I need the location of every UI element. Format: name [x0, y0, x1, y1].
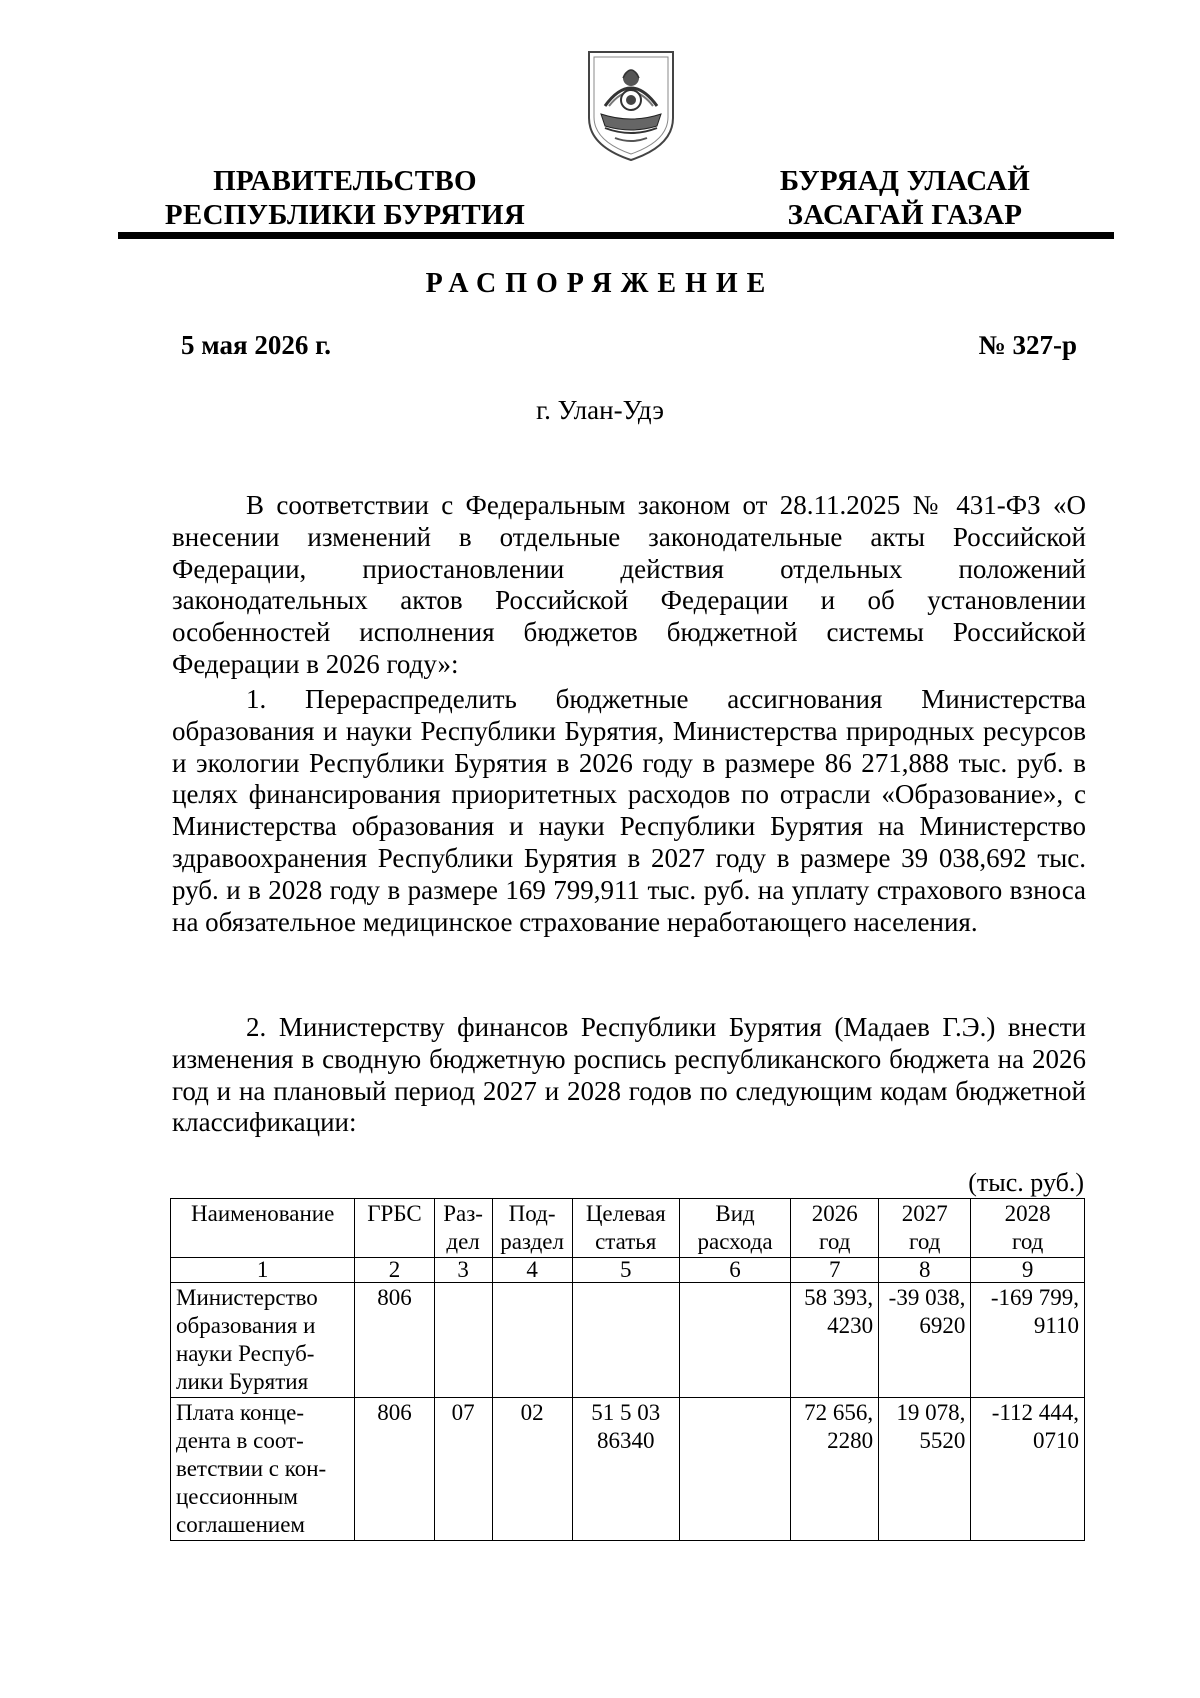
podrazdel-cell: 02 [492, 1398, 572, 1541]
target-article-cell: 51 5 03 86340 [572, 1398, 679, 1541]
document-city: г. Улан-Удэ [536, 395, 664, 425]
header-cell: Раз- дел [434, 1199, 492, 1258]
table-row [171, 1398, 1085, 1541]
expense-type-cell [679, 1398, 790, 1541]
column-number-cell: 1 [171, 1258, 355, 1283]
column-number-cell: 2 [355, 1258, 434, 1283]
column-number-cell: 9 [971, 1258, 1085, 1283]
target-article-cell [572, 1283, 679, 1398]
razdel-cell: 07 [434, 1398, 492, 1541]
coat-of-arms-emblem [583, 48, 679, 164]
header-cell: Вид расхода [679, 1199, 790, 1258]
razdel-cell [434, 1283, 492, 1398]
government-name-line-1: ПРАВИТЕЛЬСТВО [213, 165, 477, 197]
header-cell: 2026 год [791, 1199, 879, 1258]
column-number-cell: 6 [679, 1258, 790, 1283]
year-2027-cell: 19 078, 5520 [879, 1398, 971, 1541]
item-2-paragraph: 2. Министерству финансов Республики Бурятия (Мадаев Г.Э.) внести изменения в сводную бюджетную роспись республиканского бюджета на 2026 год и на плановый период 2027 и 2028 годов по следующим кодам бюджетной классификации: [172, 1012, 1086, 1138]
column-number-cell: 7 [791, 1258, 879, 1283]
column-number-cell: 5 [572, 1258, 679, 1283]
row-name-cell: Плата конце- дента в соот- ветствии с кон- цессионным соглашением [171, 1398, 355, 1541]
column-number-cell: 4 [492, 1258, 572, 1283]
document-date: 5 мая 2026 г. [181, 330, 332, 360]
government-name-buryat-line-2: ЗАСАГАЙ ГАЗАР [787, 199, 1023, 231]
year-2026-cell: 72 656, 2280 [791, 1398, 879, 1541]
item-1-paragraph: 1. Перераспределить бюджетные ассигнования Министерства образования и науки Республики Бурятия, Министерства природных ресурсов и экологии Республики Бурятия в 2026 году в размере 86 271,888 тыс. руб. в целях финансирования приоритетных расходов по отрасли «Образование», с Министерства образования и науки Республики Бурятия на Министерство здравоохранения Республики Бурятия в 2027 году в размере 39 038,692 тыс. руб. и в 2028 году в размере 169 799,911 тыс. руб. на уплату страхового взноса на обязательное медицинское страхование неработающего населения. [172, 684, 1086, 937]
grbs-cell: 806 [355, 1398, 434, 1541]
year-2027-cell: -39 038, 6920 [879, 1283, 971, 1398]
row-name-cell: Министерство образования и науки Респуб- лики Бурятия [171, 1283, 355, 1398]
header-cell: Целевая статья [572, 1199, 679, 1258]
expense-type-cell [679, 1283, 790, 1398]
government-name-buryat-line-1: БУРЯАД УЛАСАЙ [779, 165, 1031, 197]
government-name-line-2: РЕСПУБЛИКИ БУРЯТИЯ [164, 199, 526, 231]
government-name-buryat [760, 164, 1050, 232]
column-number-row [171, 1258, 1085, 1283]
grbs-cell: 806 [355, 1283, 434, 1398]
document-number: № 327-р [978, 330, 1077, 360]
podrazdel-cell [492, 1283, 572, 1398]
budget-classification-table [170, 1198, 1085, 1541]
year-2028-cell: -169 799, 9110 [971, 1283, 1085, 1398]
column-number-cell: 8 [879, 1258, 971, 1283]
government-name-russian [160, 164, 530, 232]
header-cell: Под- раздел [492, 1199, 572, 1258]
header-cell: 2028 год [971, 1199, 1085, 1258]
header-divider [118, 232, 1114, 239]
year-2026-cell: 58 393, 4230 [791, 1283, 879, 1398]
table-header-row [171, 1199, 1085, 1258]
year-2028-cell: -112 444, 0710 [971, 1398, 1085, 1541]
document-type-title: РАСПОРЯЖЕНИЕ [425, 268, 775, 299]
preamble-paragraph: В соответствии с Федеральным законом от 28.11.2025 № 431-ФЗ «О внесении изменений в отдельные законодательные акты Российской Федерации, приостановлении действия отдельных положений законодательных актов Российской Федерации и об установлении особенностей исполнения бюджетов бюджетной системы Российской Федерации в 2026 году»: [172, 490, 1086, 679]
table-row [171, 1283, 1085, 1398]
column-number-cell: 3 [434, 1258, 492, 1283]
header-cell: Наименование [171, 1199, 355, 1258]
header-cell: ГРБС [355, 1199, 434, 1258]
header-cell: 2027 год [879, 1199, 971, 1258]
table-units-label: (тыс. руб.) [968, 1168, 1084, 1197]
